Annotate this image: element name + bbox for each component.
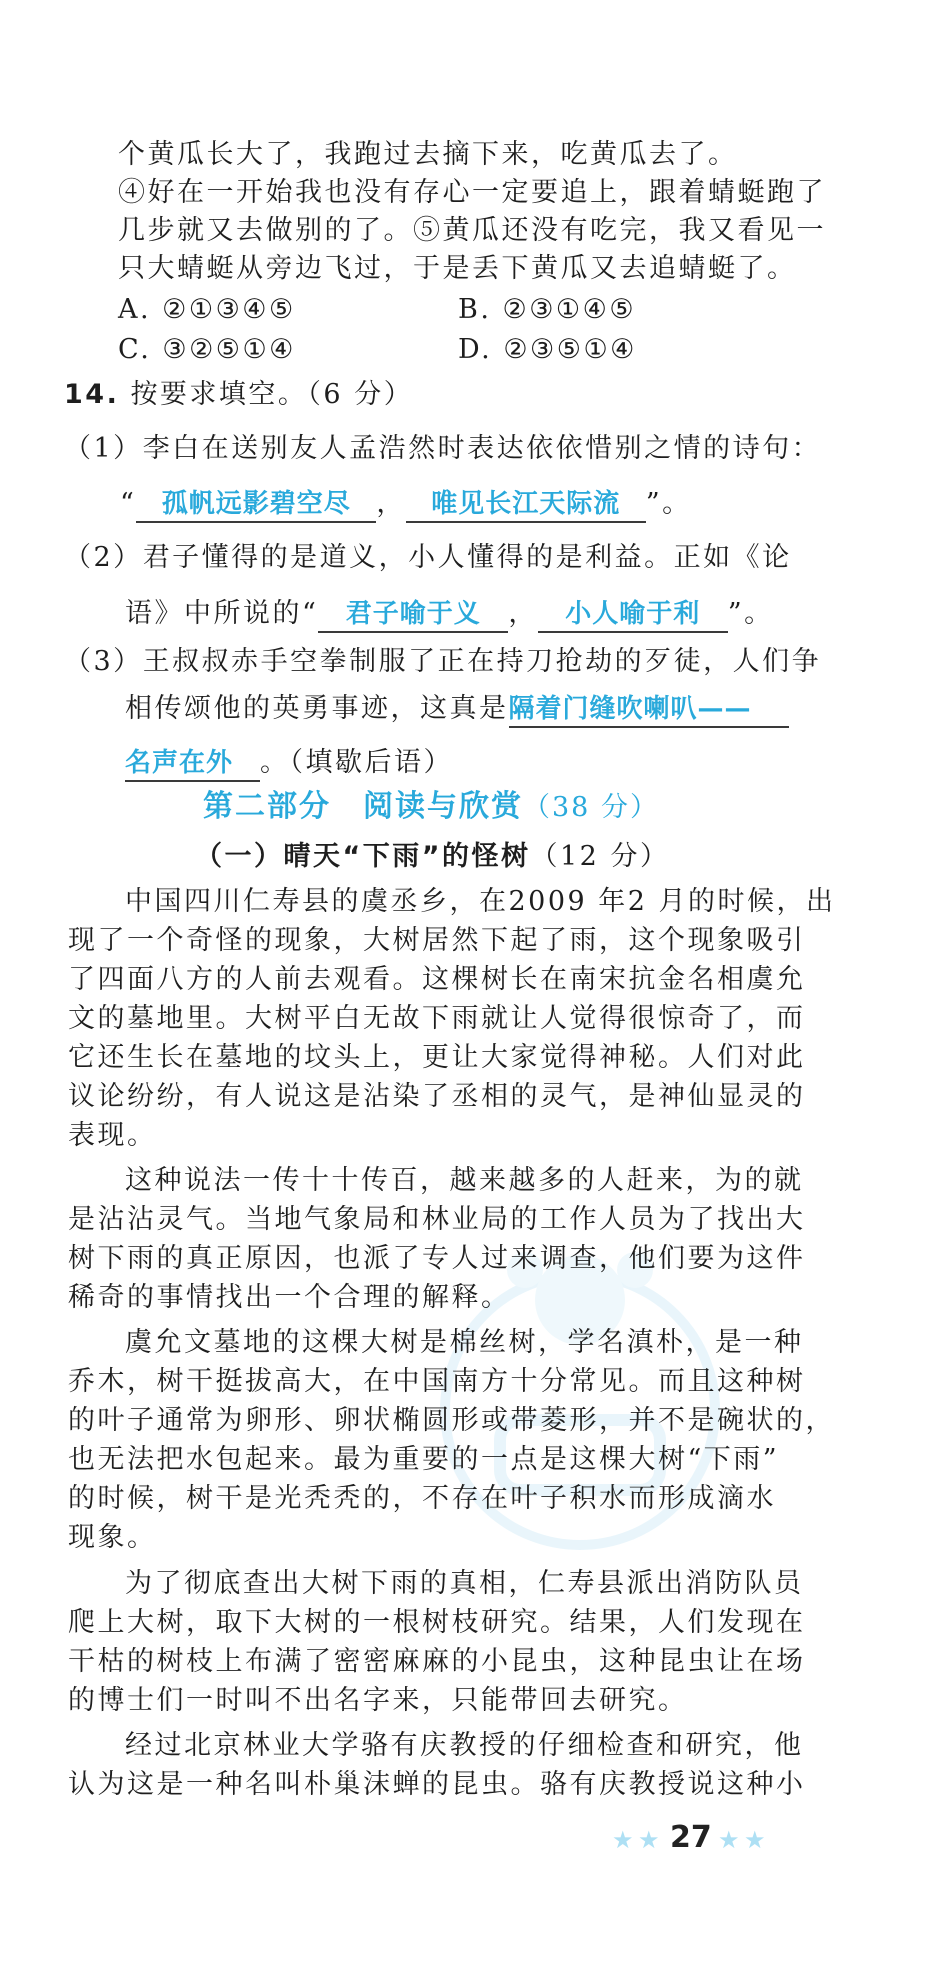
q14-part1-label: （1） xyxy=(64,433,143,464)
comma: ， xyxy=(508,598,538,629)
passage-line: 的博士们一时叫不出名字来，只能带回去研究。 xyxy=(68,1685,688,1716)
q13-option-b: B. ②③①④⑤ xyxy=(458,294,637,325)
star-icon: ★ xyxy=(718,1826,740,1854)
q13-option-a: A. ②①③④⑤ xyxy=(118,294,296,325)
q14-header xyxy=(64,378,413,412)
section-title-text: 第二部分 阅读与欣赏 xyxy=(203,789,523,824)
passage-line: 文的墓地里。大树平白无故下雨就让人觉得很惊奇了，而 xyxy=(68,1003,806,1034)
answer-blank-1a: 孤帆远影碧空尽 xyxy=(136,487,376,523)
passage-line: 议论纷纷，有人说这是沾染了丞相的灵气，是神仙显灵的 xyxy=(68,1081,806,1112)
q14-part2-answer-line xyxy=(125,597,774,633)
passage-line: 也无法把水包起来。最为重要的一点是这棵大树“下雨” xyxy=(68,1444,780,1475)
q13-line-4: 只大蜻蜓从旁边飞过，于是丢下黄瓜又去追蜻蜓了。 xyxy=(118,253,797,284)
q14-part3 xyxy=(64,645,821,679)
passage-line: 乔木，树干挺拔高大，在中国南方十分常见。而且这种树 xyxy=(68,1366,806,1397)
star-icon: ★ xyxy=(638,1826,660,1854)
page-number: 27 xyxy=(670,1820,712,1855)
q14-part1 xyxy=(64,432,821,466)
q14-prompt: 按要求填空。（6 分） xyxy=(130,379,414,410)
star-icon: ★ xyxy=(744,1826,766,1854)
passage-line: 现了一个奇怪的现象，大树居然下起了雨，这个现象吸引 xyxy=(68,925,806,956)
passage-line: 经过北京林业大学骆有庆教授的仔细检查和研究，他 xyxy=(125,1730,804,1761)
passage-line: 虞允文墓地的这棵大树是棉丝树，学名滇朴，是一种 xyxy=(125,1327,804,1358)
q14-part3-answer-line-2 xyxy=(125,746,453,782)
q14-part3-text: 王叔叔赤手空拳制服了正在持刀抢劫的歹徒，人们争 xyxy=(142,646,822,677)
answer-blank-3a: 隔着门缝吹喇叭—— xyxy=(509,692,789,728)
passage-line: 是沾沾灵气。当地气象局和林业局的工作人员为了找出大 xyxy=(68,1204,806,1235)
comma: ， xyxy=(376,488,406,519)
q13-line-3: 几步就又去做别的了。⑤黄瓜还没有吃完，我又看见一 xyxy=(118,215,826,246)
answer-blank-2a: 君子喻于义 xyxy=(318,597,508,633)
passage-line: 认为这是一种名叫朴巢沫蝉的昆虫。骆有庆教授说这种小 xyxy=(68,1769,806,1800)
reading-subtitle-text: （一）晴天“下雨”的怪树 xyxy=(195,841,531,872)
answer-blank-3b: 名声在外 xyxy=(125,746,260,782)
q13-line-2: ④好在一开始我也没有存心一定要追上，跟着蜻蜓跑了 xyxy=(118,177,826,208)
passage-line: 它还生长在墓地的坟头上，更让大家觉得神秘。人们对此 xyxy=(68,1042,806,1073)
passage-line: 了四面八方的人前去观看。这棵树长在南宋抗金名相虞允 xyxy=(68,964,806,995)
passage-line: 为了彻底查出大树下雨的真相，仁寿县派出消防队员 xyxy=(125,1568,804,1599)
passage-line: 干枯的树枝上布满了密密麻麻的小昆虫，这种昆虫让在场 xyxy=(68,1646,806,1677)
passage-line: 稀奇的事情找出一个合理的解释。 xyxy=(68,1282,511,1313)
passage-line: 这种说法一传十十传百，越来越多的人赶来，为的就 xyxy=(125,1165,804,1196)
answer-blank-2b: 小人喻于利 xyxy=(538,597,728,633)
close-quote: ”。 xyxy=(645,488,692,519)
passage-line: 的叶子通常为卵形、卵状椭圆形或带菱形，并不是碗状的， xyxy=(68,1405,835,1436)
q14-number: 14. xyxy=(64,379,120,410)
q14-part3-label: （3） xyxy=(64,646,143,677)
q14-part2 xyxy=(64,541,792,575)
q14-part1-answer-line xyxy=(120,487,692,523)
q13-option-d: D. ②③⑤①④ xyxy=(458,334,637,365)
q13-line-1: 个黄瓜长大了，我跑过去摘下来，吃黄瓜去了。 xyxy=(118,139,738,170)
reading-subtitle xyxy=(195,840,669,874)
q14-part2-text: 君子懂得的是道义，小人懂得的是利益。正如《论 xyxy=(142,542,792,573)
q14-part3-suffix: 。（填歇后语） xyxy=(260,747,453,778)
q14-part3-prefix: 相传颂他的英勇事迹，这真是 xyxy=(125,693,509,724)
star-icon: ★ xyxy=(612,1826,634,1854)
passage-line: 的时候，树干是光秃秃的，不存在叶子积水而形成滴水 xyxy=(68,1483,776,1514)
section-score: （38 分） xyxy=(523,792,659,823)
passage-line: 中国四川仁寿县的虞丞乡，在2009 年2 月的时候，出 xyxy=(125,886,836,917)
section-title xyxy=(203,790,659,825)
q14-part2-label: （2） xyxy=(64,542,143,573)
passage-line: 现象。 xyxy=(68,1522,157,1553)
answer-blank-1b: 唯见长江天际流 xyxy=(406,487,646,523)
passage-line: 树下雨的真正原因，也派了专人过来调查，他们要为这件 xyxy=(68,1243,806,1274)
passage-line: 爬上大树，取下大树的一根树枝研究。结果，人们发现在 xyxy=(68,1607,806,1638)
passage-line: 表现。 xyxy=(68,1120,157,1151)
q13-option-c: C. ③②⑤①④ xyxy=(118,334,296,365)
open-quote: “ xyxy=(120,488,137,519)
close-quote: ”。 xyxy=(727,598,774,629)
q14-part3-answer-line xyxy=(125,692,789,728)
reading-subtitle-score: （12 分） xyxy=(530,841,670,872)
q14-part1-text: 李白在送别友人孟浩然时表达依依惜别之情的诗句： xyxy=(142,433,822,464)
q14-part2-prefix: 语》中所说的“ xyxy=(125,598,319,629)
